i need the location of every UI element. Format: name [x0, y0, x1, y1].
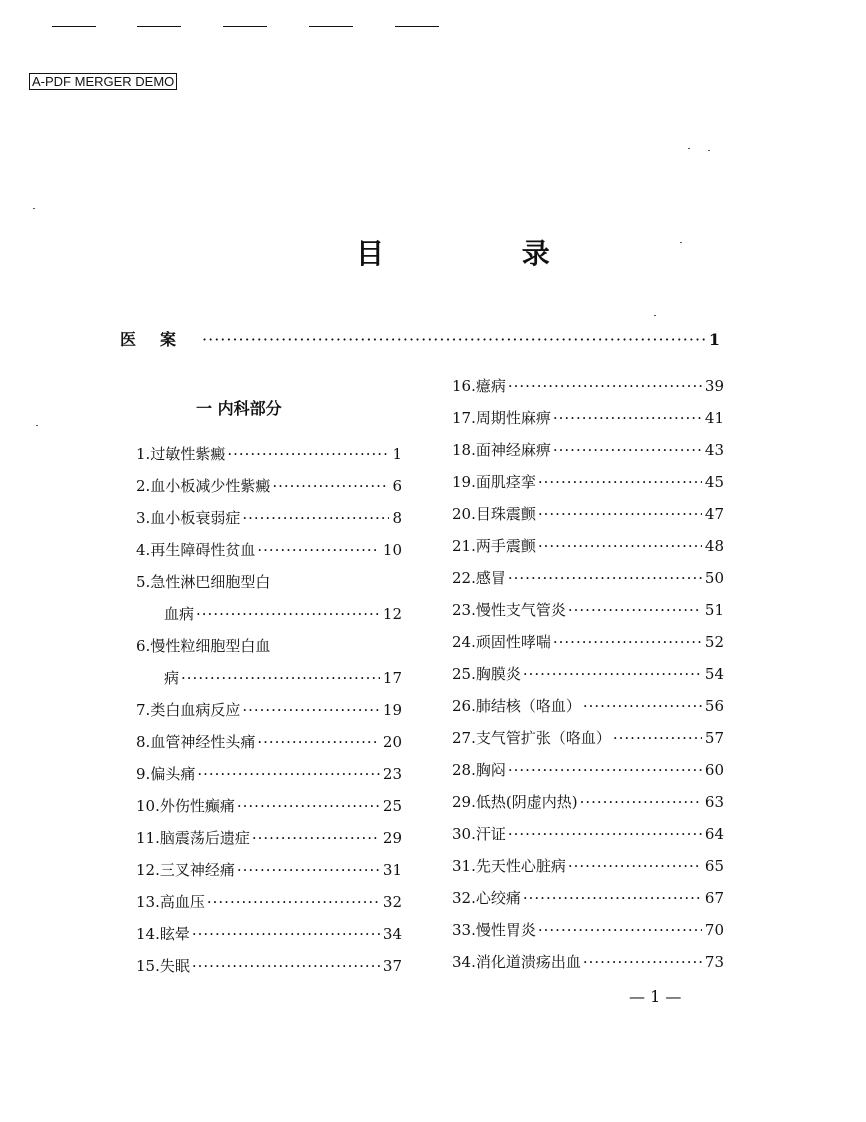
toc-entry-title: 感冒 [475, 569, 506, 587]
header-rule-3 [223, 26, 267, 27]
page-number: — 1 — [629, 987, 682, 1006]
dot-leader [237, 854, 380, 886]
dot-leader [568, 594, 702, 626]
toc-entry-number: 9. [136, 765, 151, 783]
toc-entry-number: 1. [136, 445, 151, 463]
toc-entry[interactable] [136, 854, 402, 886]
toc-entry-number: 18. [452, 441, 476, 459]
toc-entry[interactable] [136, 790, 402, 822]
toc-entry-number: 4. [136, 541, 151, 559]
toc-entry-title: 两手震颤 [475, 537, 536, 555]
dot-leader [181, 662, 380, 694]
dot-leader [553, 434, 702, 466]
dot-leader [237, 790, 380, 822]
toc-entry-number: 29. [452, 793, 476, 811]
toc-entry-page: 65 [704, 857, 724, 875]
toc-section-row[interactable] [120, 327, 720, 350]
dot-leader [553, 626, 702, 658]
toc-entry-number: 12. [136, 861, 160, 879]
toc-entry-title: 消化道溃疡出血 [475, 953, 581, 971]
toc-entry-number: 3. [136, 509, 151, 527]
dot-leader [553, 402, 702, 434]
toc-entry-page: 51 [704, 601, 724, 619]
toc-entry-title: 急性淋巴细胞型白 [150, 573, 271, 591]
toc-entry[interactable] [136, 918, 402, 950]
toc-entry-number: 31. [452, 857, 476, 875]
toc-entry-title: 胸膜炎 [475, 665, 521, 683]
toc-entry[interactable] [136, 470, 402, 502]
toc-entry-page: 56 [704, 697, 724, 715]
toc-entry[interactable] [452, 434, 724, 466]
toc-entry-title: 外伤性癫痛 [159, 797, 235, 815]
toc-entry-number: 5. [136, 573, 151, 591]
toc-entry-number: 13. [136, 893, 160, 911]
toc-entry-page: 43 [704, 441, 724, 459]
toc-entry-page: 63 [704, 793, 724, 811]
toc-entry-number: 24. [452, 633, 476, 651]
toc-entry[interactable] [452, 530, 724, 562]
dot-leader [202, 330, 707, 349]
toc-entry[interactable] [136, 502, 402, 534]
toc-entry-page: 1 [392, 445, 402, 463]
toc-entry-page: 23 [382, 765, 402, 783]
toc-entry-number: 22. [452, 569, 476, 587]
dot-leader [252, 822, 380, 854]
toc-entry-title: 支气管扩张（咯血） [475, 729, 611, 747]
toc-entry-number: 14. [136, 925, 160, 943]
toc-entry-title: 血小板减少性紫癜 [150, 477, 271, 495]
dot-leader [613, 722, 702, 754]
toc-entry[interactable] [136, 662, 402, 694]
toc-entry[interactable] [136, 694, 402, 726]
toc-entry[interactable] [452, 722, 724, 754]
toc-entry-page: 64 [704, 825, 724, 843]
toc-entry-page: 45 [704, 473, 724, 491]
toc-entry[interactable] [452, 402, 724, 434]
toc-entry-title: 失眠 [159, 957, 190, 975]
toc-entry-number: 16. [452, 377, 476, 395]
toc-entry-page: 50 [704, 569, 724, 587]
dot-leader [192, 918, 380, 950]
toc-entry-title: 眩晕 [159, 925, 190, 943]
header-rule-5 [395, 26, 439, 27]
toc-entry-page: 10 [382, 541, 402, 559]
dot-leader [207, 886, 380, 918]
toc-entry[interactable] [452, 754, 724, 786]
header-rule-4 [309, 26, 353, 27]
dot-leader [583, 946, 702, 978]
dot-leader [523, 658, 702, 690]
toc-entry-page: 60 [704, 761, 724, 779]
scan-speck [33, 208, 35, 209]
toc-entry[interactable] [452, 370, 724, 402]
toc-entry[interactable] [452, 690, 724, 722]
dot-leader [257, 534, 380, 566]
toc-entry-title: 偏头痛 [150, 765, 196, 783]
toc-entry-title: 顽固性哮喘 [475, 633, 551, 651]
toc-entry-title: 血小板衰弱症 [150, 509, 241, 527]
toc-entry-page: 52 [704, 633, 724, 651]
toc-entry-page: 6 [392, 477, 402, 495]
toc-entry[interactable] [136, 726, 402, 758]
toc-entry-page: 29 [382, 829, 402, 847]
dot-leader [523, 882, 702, 914]
dot-leader [197, 758, 380, 790]
toc-entry[interactable] [136, 438, 402, 470]
toc-entry[interactable] [136, 598, 402, 630]
toc-entry-number: 32. [452, 889, 476, 907]
dot-leader [257, 726, 380, 758]
toc-entry-page: 31 [382, 861, 402, 879]
toc-entry[interactable] [452, 562, 724, 594]
toc-entry[interactable] [452, 818, 724, 850]
toc-entry-title: 脑震荡后遗症 [159, 829, 250, 847]
toc-entry-number: 30. [452, 825, 476, 843]
dot-leader [538, 530, 702, 562]
header-rule-2 [137, 26, 181, 27]
toc-entry-page: 54 [704, 665, 724, 683]
toc-entry-title: 胸闷 [475, 761, 506, 779]
toc-entry-title: 过敏性紫癜 [150, 445, 226, 463]
toc-entry-page: 41 [704, 409, 724, 427]
toc-entry-title: 血病 [164, 605, 195, 623]
toc-entry[interactable] [136, 822, 402, 854]
dot-leader [242, 502, 389, 534]
toc-entry-number: 8. [136, 733, 151, 751]
scan-speck [654, 315, 656, 316]
scan-speck [680, 242, 682, 243]
toc-entry-page: 25 [382, 797, 402, 815]
toc-entry[interactable] [136, 950, 402, 982]
toc-entry[interactable] [452, 466, 724, 498]
dot-leader [538, 498, 702, 530]
toc-entry-title: 血管神经性头痛 [150, 733, 256, 751]
dot-leader [568, 850, 702, 882]
toc-entry[interactable] [452, 786, 724, 818]
toc-section-page: 1 [708, 330, 720, 349]
toc-entry-page: 70 [704, 921, 724, 939]
dot-leader [508, 562, 702, 594]
toc-entry-title: 周期性麻痹 [475, 409, 551, 427]
toc-entry-number: 27. [452, 729, 476, 747]
scan-speck [688, 148, 690, 149]
toc-entry-page: 12 [382, 605, 402, 623]
toc-entry-title: 癔病 [475, 377, 506, 395]
toc-entry-number: 28. [452, 761, 476, 779]
dot-leader [227, 438, 389, 470]
toc-entry-title: 目珠震颤 [475, 505, 536, 523]
toc-entry-number: 2. [136, 477, 151, 495]
toc-entry-number: 33. [452, 921, 476, 939]
toc-entry[interactable] [452, 658, 724, 690]
toc-entry-page: 67 [704, 889, 724, 907]
toc-entry-page: 47 [704, 505, 724, 523]
toc-entry-number: 23. [452, 601, 476, 619]
toc-entry-page: 19 [382, 701, 402, 719]
toc-entry[interactable] [452, 498, 724, 530]
toc-left-column [136, 438, 402, 982]
toc-entry[interactable] [452, 594, 724, 626]
dot-leader [538, 466, 702, 498]
toc-entry-title: 高血压 [159, 893, 205, 911]
toc-entry-title: 慢性支气管炎 [475, 601, 566, 619]
toc-entry-page: 73 [704, 953, 724, 971]
toc-entry-number: 6. [136, 637, 151, 655]
toc-entry-title: 低热(阴虚内热) [475, 793, 578, 811]
toc-entry[interactable] [136, 758, 402, 790]
header-rule-1 [52, 26, 96, 27]
subheading-internal-medicine: 一 内科部分 [196, 399, 282, 418]
toc-entry-title: 心绞痛 [475, 889, 521, 907]
toc-entry-page: 17 [382, 669, 402, 687]
toc-entry-title: 病 [164, 669, 180, 687]
dot-leader [508, 818, 702, 850]
toc-entry-page: 37 [382, 957, 402, 975]
toc-entry-title: 再生障碍性贫血 [150, 541, 256, 559]
toc-entry-title: 面肌痉挛 [475, 473, 536, 491]
toc-entry[interactable] [136, 566, 402, 598]
toc-entry[interactable] [136, 886, 402, 918]
toc-entry-number: 25. [452, 665, 476, 683]
toc-entry-title: 肺结核（咯血） [475, 697, 581, 715]
toc-entry-page: 48 [704, 537, 724, 555]
toc-entry-page: 8 [392, 509, 402, 527]
dot-leader [508, 370, 702, 402]
toc-entry-title: 汗证 [475, 825, 506, 843]
dot-leader [508, 754, 702, 786]
toc-entry-number: 34. [452, 953, 476, 971]
toc-section-label: 医案 [120, 330, 201, 349]
toc-entry-number: 17. [452, 409, 476, 427]
dot-leader [580, 786, 702, 818]
toc-entry[interactable] [136, 534, 402, 566]
scan-speck [36, 425, 38, 426]
toc-entry-number: 21. [452, 537, 476, 555]
toc-entry-page: 57 [704, 729, 724, 747]
toc-entry-page: 34 [382, 925, 402, 943]
dot-leader [196, 598, 380, 630]
toc-entry-number: 7. [136, 701, 151, 719]
toc-entry-title: 慢性粒细胞型白血 [150, 637, 271, 655]
toc-entry[interactable] [136, 630, 402, 662]
watermark-label: A-PDF MERGER DEMO [29, 73, 177, 90]
toc-entry-title: 类白血病反应 [150, 701, 241, 719]
toc-entry-number: 19. [452, 473, 476, 491]
scan-speck [708, 150, 710, 151]
toc-entry[interactable] [452, 946, 724, 978]
toc-entry-title: 三叉神经痛 [159, 861, 235, 879]
toc-entry[interactable] [452, 914, 724, 946]
toc-entry-number: 20. [452, 505, 476, 523]
toc-entry[interactable] [452, 850, 724, 882]
toc-entry[interactable] [452, 882, 724, 914]
dot-leader [583, 690, 702, 722]
toc-entry-title: 慢性胃炎 [475, 921, 536, 939]
toc-entry-title: 先天性心脏病 [475, 857, 566, 875]
toc-entry-page: 20 [382, 733, 402, 751]
dot-leader [192, 950, 380, 982]
dot-leader [272, 470, 389, 502]
toc-entry-page: 32 [382, 893, 402, 911]
toc-entry-number: 11. [136, 829, 160, 847]
toc-entry[interactable] [452, 626, 724, 658]
toc-entry-number: 15. [136, 957, 160, 975]
dot-leader [242, 694, 380, 726]
toc-entry-page: 39 [704, 377, 724, 395]
toc-right-column [452, 370, 724, 978]
toc-entry-number: 26. [452, 697, 476, 715]
toc-entry-number: 10. [136, 797, 160, 815]
toc-entry-title: 面神经麻痹 [475, 441, 551, 459]
dot-leader [538, 914, 702, 946]
page-title: 目 录 [356, 237, 614, 270]
